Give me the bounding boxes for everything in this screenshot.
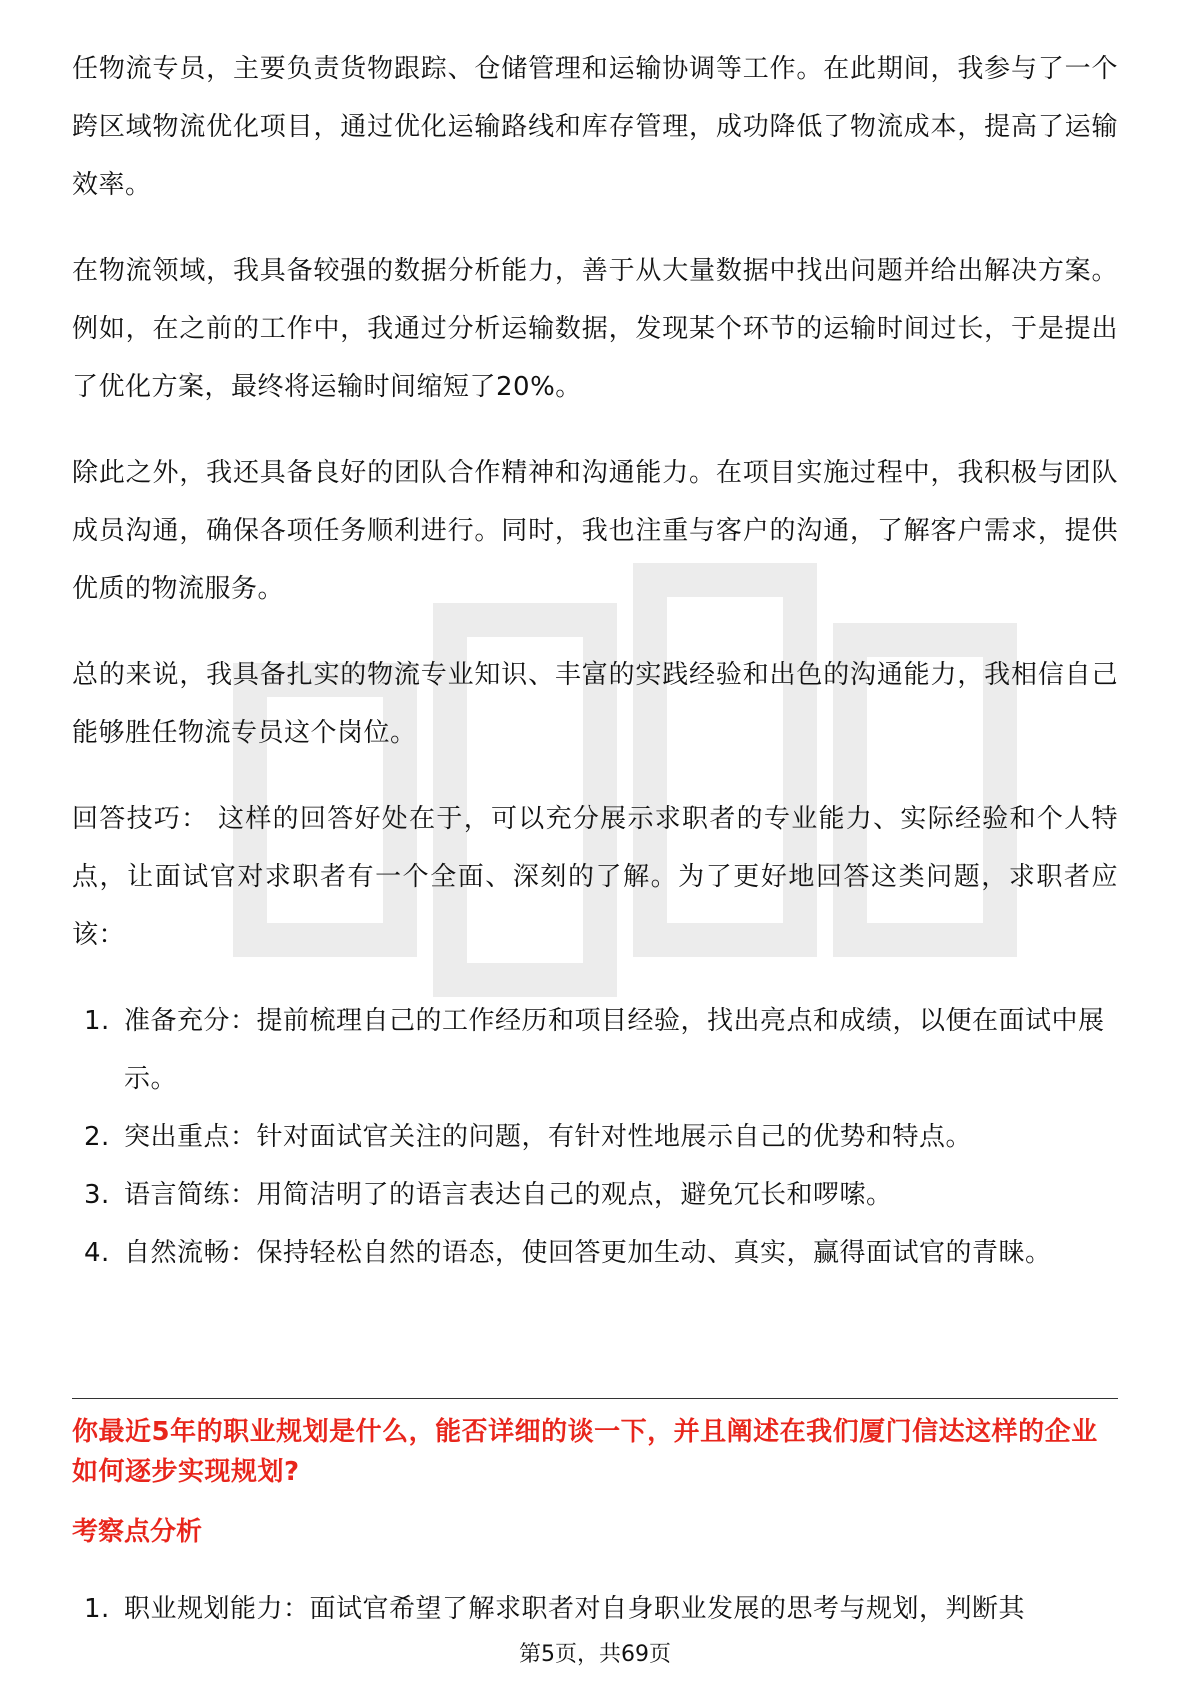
list-item — [72, 1108, 1118, 1166]
paragraph-experience: 任物流专员，主要负责货物跟踪、仓储管理和运输协调等工作。在此期间，我参与了一个跨区域物流优化项目，通过优化运输路线和库存管理，成功降低了物流成本，提高了运输效率。 — [72, 54, 1118, 200]
list-number: 4. — [84, 1238, 110, 1268]
list-number: 2. — [84, 1122, 110, 1152]
list-item-text: 自然流畅：保持轻松自然的语态，使回答更加生动、真实，赢得面试官的青睐。 — [124, 1238, 1052, 1268]
list-item-text: 语言简练：用简洁明了的语言表达自己的观点，避免冗长和啰嗦。 — [124, 1180, 893, 1210]
list-item — [72, 1166, 1118, 1224]
paragraph-summary: 总的来说，我具备扎实的物流专业知识、丰富的实践经验和出色的沟通能力，我相信自己能够胜任物流专员这个岗位。 — [72, 660, 1118, 748]
list-number: 3. — [84, 1180, 110, 1210]
page-number-footer: 第5页，共69页 — [519, 1642, 671, 1667]
list-item — [72, 1224, 1118, 1282]
tips-list — [72, 992, 1118, 1282]
main-content — [72, 40, 1118, 1282]
list-item-text: 职业规划能力：面试官希望了解求职者对自身职业发展的思考与规划，判断其 — [124, 1594, 1026, 1624]
paragraph-data-analysis: 在物流领域，我具备较强的数据分析能力，善于从大量数据中找出问题并给出解决方案。例如，在之前的工作中，我通过分析运输数据，发现某个环节的运输时间过长，于是提出了优化方案，最终将运输时间缩短了20%。 — [72, 256, 1118, 402]
list-item — [72, 1580, 1118, 1638]
list-item — [72, 992, 1118, 1108]
list-number: 1. — [84, 1006, 110, 1036]
question-heading: 你最近5年的职业规划是什么，能否详细的谈一下，并且阐述在我们厦门信达这样的企业如何逐步实现规划? — [72, 1417, 1098, 1487]
list-number: 1. — [84, 1594, 110, 1624]
analysis-list — [72, 1580, 1118, 1638]
paragraph-answer-tips: 回答技巧： 这样的回答好处在于，可以充分展示求职者的专业能力、实际经验和个人特点，让面试官对求职者有一个全面、深刻的了解。为了更好地回答这类问题，求职者应该： — [72, 804, 1118, 950]
analysis-heading: 考察点分析 — [72, 1517, 203, 1547]
list-item-text: 突出重点：针对面试官关注的问题，有针对性地展示自己的优势和特点。 — [124, 1122, 973, 1152]
section-divider — [72, 1398, 1118, 1399]
paragraph-teamwork: 除此之外，我还具备良好的团队合作精神和沟通能力。在项目实施过程中，我积极与团队成员沟通，确保各项任务顺利进行。同时，我也注重与客户的沟通，了解客户需求，提供优质的物流服务。 — [72, 458, 1118, 604]
list-item-text: 准备充分：提前梳理自己的工作经历和项目经验，找出亮点和成绩，以便在面试中展示。 — [124, 1006, 1105, 1094]
